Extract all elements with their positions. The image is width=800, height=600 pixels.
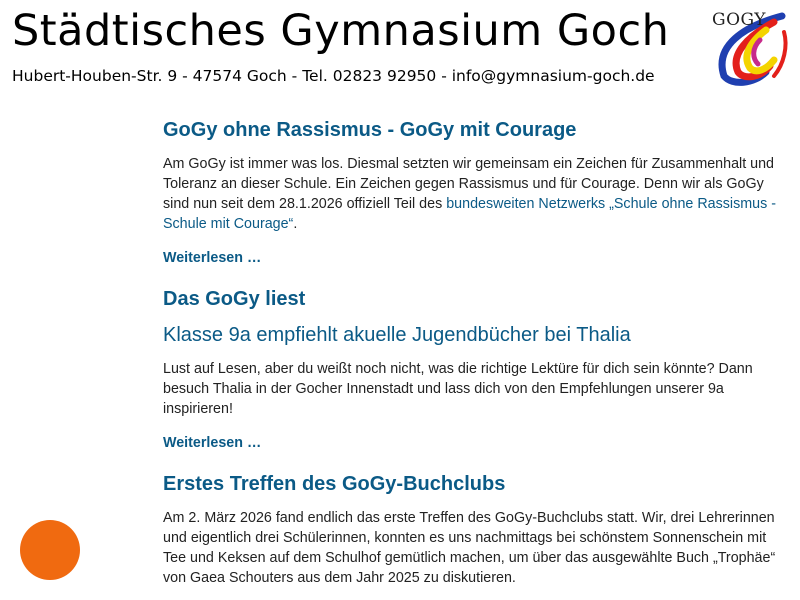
article-title[interactable]: GoGy ohne Rassismus - GoGy mit Courage (163, 119, 577, 141)
article-body (163, 154, 783, 234)
article-body-end: . (293, 216, 298, 232)
news-list (163, 112, 783, 588)
news-article (163, 112, 783, 268)
school-logo[interactable] (704, 6, 790, 88)
read-more-link[interactable]: Weiterlesen … (163, 250, 262, 266)
article-body: Lust auf Lesen, aber du weißt noch nicht, was die richtige Lektüre für dich sein könnte? Dann besuch Thalia in der Gocher Innenstadt und lass dich von den Empfehlungen unserer 9a inspirieren! (163, 361, 753, 417)
article-subtitle[interactable]: Klasse 9a empfiehlt akuelle Jugendbücher bei Thalia (163, 324, 631, 346)
news-article (163, 281, 783, 453)
article-title[interactable]: Das GoGy liest (163, 288, 306, 310)
site-title: Städtisches Gymnasium Goch (12, 6, 670, 56)
article-body: Am 2. März 2026 fand endlich das erste Treffen des GoGy-Buchclubs statt. Wir, drei Lehrerinnen und eigentlich drei Schülerinnen, konnten es uns nachmittags bei schönstem Sonnenschein mit Tee und Keksen auf dem Schulhof gemütlich machen, um über das ausgewählte Buch „Trophäe“ von Gaea Schouters aus dem Jahr 2025 zu diskutieren. (163, 510, 776, 586)
site-contact-info: Hubert-Houben-Str. 9 - 47574 Goch - Tel. 02823 92950 - info@gymnasium-goch.de (12, 67, 655, 85)
logo-text: GOGY (712, 10, 767, 30)
article-body-text: Am GoGy ist immer was los. Diesmal setzten wir gemeinsam ein Zeichen für Zusammenhalt und Toleranz an dieser Schule. Ein Zeichen gegen Rassismus und für Courage. Denn wir als GoGy sind nun seit dem 28.1.2026 offiziell Teil des (163, 156, 775, 212)
article-title[interactable]: Erstes Treffen des GoGy-Buchclubs (163, 473, 506, 495)
read-more-link[interactable]: Weiterlesen … (163, 435, 262, 451)
floating-action-button[interactable] (20, 520, 80, 580)
news-article (163, 466, 783, 588)
network-link[interactable]: bundesweiten Netzwerks „Schule ohne Rassismus - Schule mit Courage“ (163, 196, 776, 232)
